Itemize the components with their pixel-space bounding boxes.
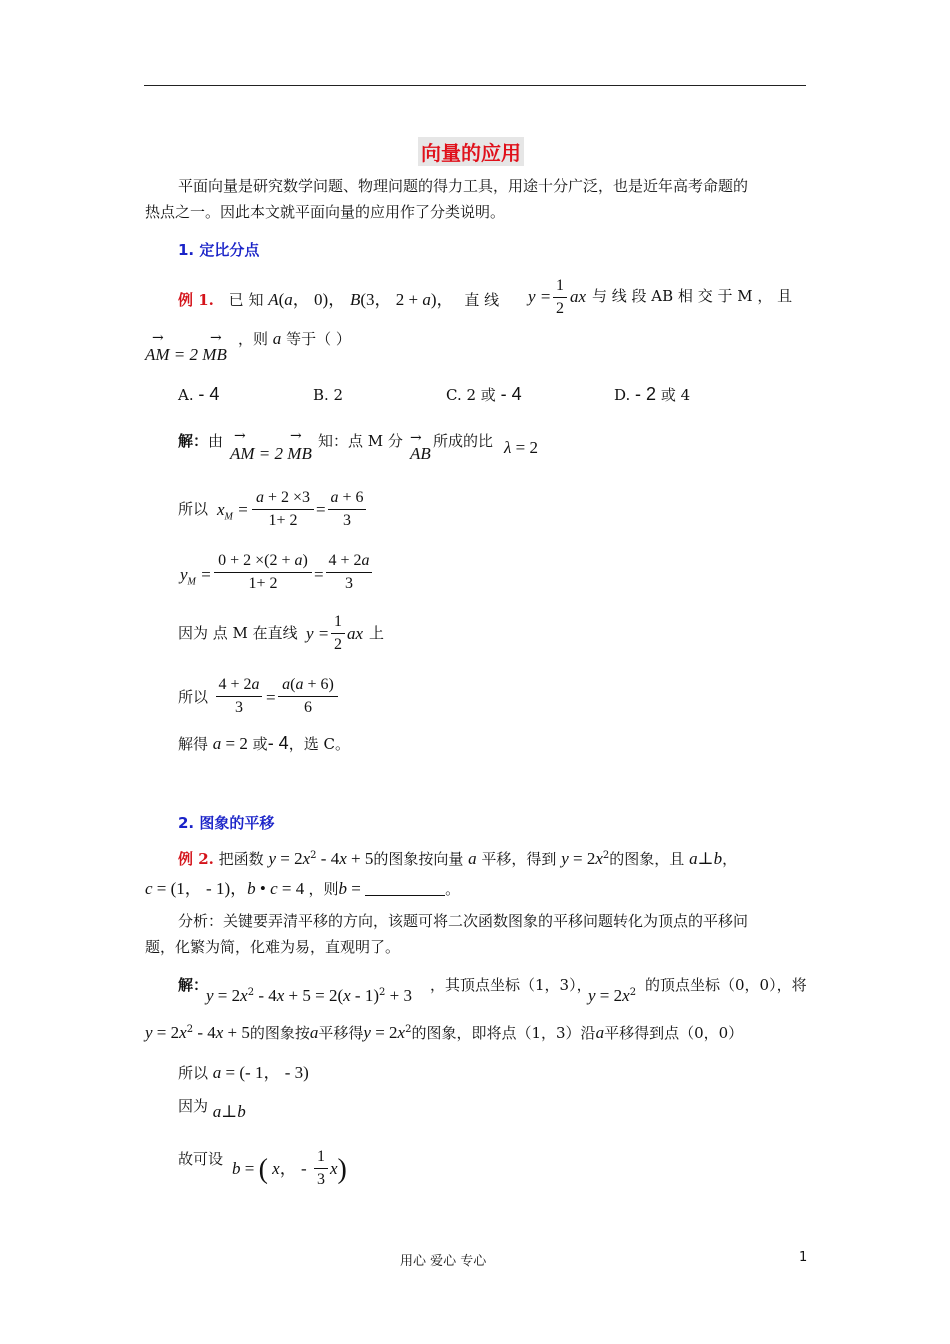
so-label-2: 所以 [178,688,209,706]
example-1-text: 已 知 [228,291,264,309]
example-1-label: 例 1. [178,291,214,309]
y-m: $y_M$ = [180,565,212,588]
so-label-1: 所以 [178,500,209,518]
intro-line-1: 平面向量是研究数学问题、物理问题的得力工具，用途十分广泛，也是近年高考命题的 [178,177,749,195]
so-a-line: 所以 a = (- 1， - 3) [178,1063,309,1082]
equals-sign: = [314,565,324,584]
vector-condition: AM = 2 MB [145,345,227,364]
fraction-xm-2: $\frac{a + 6}{3}$ [328,487,366,532]
solution-1-text2: 知：点 M 分 [318,432,403,450]
example-1-mid: 直 线 [464,291,500,309]
vector-arrow: → [210,330,222,346]
section-1-heading: 1. 定比分点 [178,241,260,259]
option-b: B. 2 [313,386,344,404]
sol-text-2: 的顶点坐标（0，0），将 [645,976,807,994]
sol-text-1: ，其顶点坐标（1，3）， [430,976,592,994]
vector-condition-2: AM = 2 MB [230,444,312,463]
b-vector-def: b = ( x， - [232,1154,307,1185]
b-vector-end: x) [330,1154,347,1185]
equals-sign: = [316,500,326,519]
intro-line-2: 热点之一。因此本文就平面向量的应用作了分类说明。 [145,203,506,221]
vector-ab: AB [410,444,431,463]
fraction-ym-1: $\frac{0 + 2 \times(2 + a)}{1+ 2}$ [214,550,312,595]
analysis-line-2: 题，化繁为简，化难为易，直观明了。 [145,938,401,956]
line-eq-y-2: y = [306,624,330,643]
vector-arrow: → [410,430,422,446]
fraction-xm-1: $\frac{a + 2 \times 3}{1+ 2}$ [252,487,314,532]
vertex-form: $y = 2x^2 - 4x + 5 = 2(x - 1)^2 + 3$ [206,986,412,1005]
solution-2-label: 解： [178,976,209,994]
point-b-expr: B [350,290,361,309]
because-line: 因为 点 M 在直线 [178,624,298,642]
example-2-line2: c = (1， - 1)，b • c = 4 ，则b = 。 [145,879,461,898]
sol-line-2: $y = 2x^2 - 4x + 5$的图象按a平移得$y = 2x^2$的图象，即将点（1，3）沿a平移得到点（0，0） [145,1023,744,1042]
header-rule [144,85,806,86]
x-m: $x_M$ = [217,500,249,523]
vector-arrow: → [290,428,302,444]
equals-sign: = [266,688,276,707]
vector-arrow: → [234,428,246,444]
line-eq-y: y = [528,287,552,306]
analysis-line-1: 分析：关键要弄清平移的方向，该题可将二次函数图象的平移问题转化为顶点的平移问 [178,912,749,930]
page-number: 1 [799,1250,808,1265]
because-a-perp-b: 因为 a⊥b [178,1097,246,1121]
target-eq: $y = 2x^2$ [588,986,637,1005]
result-line: 解得 a = 2 或- 4，选 C。 [178,733,350,753]
vector-arrow: → [152,330,164,346]
example-1-tail: 与 线 段 AB 相 交 于 M ， 且 [592,287,793,305]
footer-motto: 用心 爱心 专心 [400,1254,487,1269]
section-2-heading: 2. 图象的平移 [178,814,275,832]
fraction-half-2: $\frac{1}{2}$ [331,611,345,656]
fraction-half: $\frac{1}{2}$ [553,275,567,320]
can-let-label: 故可设 [178,1150,224,1168]
because-tail: 上 [369,624,385,642]
ratio-lambda: λ = 2 [504,438,538,457]
fraction-third: $\frac{1}{3}$ [314,1146,328,1191]
point-a-expr: A [268,290,279,309]
solution-1-text3: 所成的比 [433,432,494,450]
fraction-eq-right: $\frac{a(a + 6)}{6}$ [278,674,338,719]
example-2-line: 例 2. 把函数 $y = 2x^2 - 4x + 5$的图象按向量 a 平移，得到 $y = 2x^2$的图象，且 a⊥b， [178,849,738,868]
solution-1-line: 解：由 [178,432,224,450]
fraction-eq-left: $\frac{4 + 2a}{3}$ [216,674,262,719]
example-1-line2: ，则 a 等于（ ） [238,329,351,348]
example-1-line: 例 1. 已 知 A(a， 0)， B(3， 2 + a)， 直 线 [178,290,500,309]
option-c: C. 2 或 - 4 [446,384,522,404]
option-a: A. - 4 [178,384,220,404]
page-title: 向量的应用 [418,137,524,166]
line-eq-ax-2: ax [347,624,364,643]
line-eq-ax: ax [570,287,587,306]
fraction-ym-2: $\frac{4 + 2a}{3}$ [326,550,372,595]
option-d: D. - 2 或 4 [614,384,691,404]
